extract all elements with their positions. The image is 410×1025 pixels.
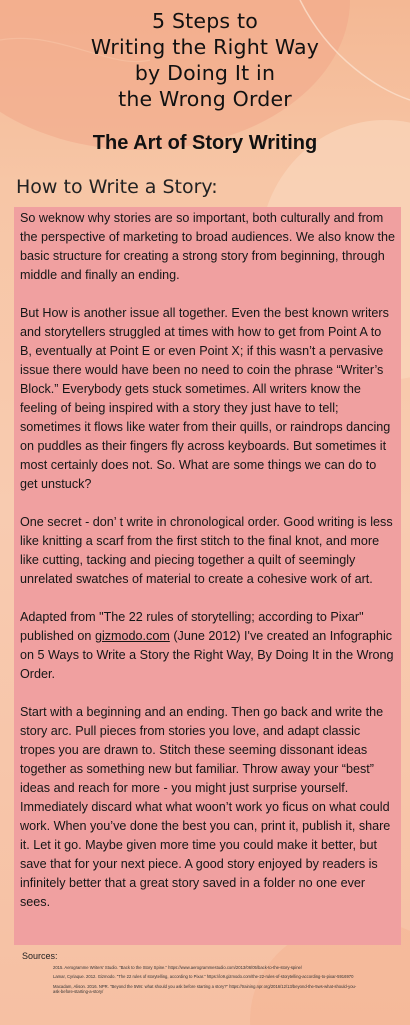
paragraph-4-text-before: Adapted from "The 22 rules of storytelling; according to Pixar" published on [20, 610, 364, 643]
sources-list [53, 965, 363, 999]
section-heading: How to Write a Story: [16, 176, 218, 198]
source-reference: Macadam, Alison. 2016. NPR. "Beyond the 5Ws: what should you ask before starting a story?" https://training.npr.org/2016/12/13/beyond-the-5ws-what-should-you-ask-before-starting-a-story/ [53, 983, 357, 995]
body-paragraph-3: One secret - don’ t write in chronological order. Good writing is less like knitting a scarf from the first stitch to the final knot, and more like cutting, tacking and piecing together a quilt of seemingly unrelated swatches of material to create a cohesive work of art. [20, 515, 393, 586]
body-paragraph-4 [20, 608, 395, 684]
sources-label: Sources: [22, 951, 58, 961]
content-box [14, 207, 401, 945]
paragraph-4-text-after: (June 2012) I've created an Infographic on 5 Ways to Write a Story the Right Way, By Doing It in the Wrong Order. [20, 629, 394, 681]
page-subtitle: The Art of Story Writing [92, 132, 318, 154]
title-line-4: the Wrong Order [118, 87, 292, 111]
title-line-2: Writing the Right Way [90, 35, 320, 59]
page-title [0, 8, 410, 112]
body-paragraph-1: So weknow why stories are so important, both culturally and from the perspective of marketing to broad audiences. We also know the basic structure for creating a strong story from beginning, through middle and finally an ending. [20, 211, 395, 282]
body-paragraph-2: But How is another issue all together. Even the best known writers and storytellers struggled at times with how to get from Point A to B, eventually at Point E or even Point X; if this wasn’t a pervasive issue there would have been no need to coin the phrase “Writer’s Block.” Everybody gets stuck sometimes. All writers know the feeling of being inspired with a story they just have to tell; sometimes it flows like water from their quills, or raindrops dancing on puddles as their fingers fly across keyboards. But sometimes it most certainly does not. So. What are some things we can do to get unstuck? [20, 306, 391, 491]
gizmodo-link[interactable]: gizmodo.com [94, 629, 170, 643]
body-paragraph-5: Start with a beginning and an ending. Then go back and write the story arc. Pull pieces from stories you love, and adapt classic tropes you are drawn to. Stitch these seeming dissonant ideas together as something new but familiar. Throw away your “best” ideas and reach for more - you might just surprise yourself. Immediately discard what what woon’t work yo ficus on what could work. When you’ve done the best you can, print it, publish it, share it. Let it go. Maybe given more time you could make it better, but save that for your next piece. A good story enjoyed by readers is infinitely better that a great story saved in a folder no one ever sees. [20, 705, 391, 909]
source-reference: 2015. Aerogramme Writers' Studio. "Back to the Story Spine." https://www.aerogrammestudio.com/2013/06/05/back-to-the-story-spine/ [53, 965, 303, 970]
source-reference: Lamar, Cyriaque. 2012. Gizmodo. "The 22 rules of storytelling, according to Pixar." https://io9.gizmodo.com/the-22-rules-of-storytelling-according-to-pixar-5916970 [53, 974, 354, 980]
title-line-1: 5 Steps to [151, 9, 258, 33]
title-line-3: by Doing It in [134, 61, 276, 85]
